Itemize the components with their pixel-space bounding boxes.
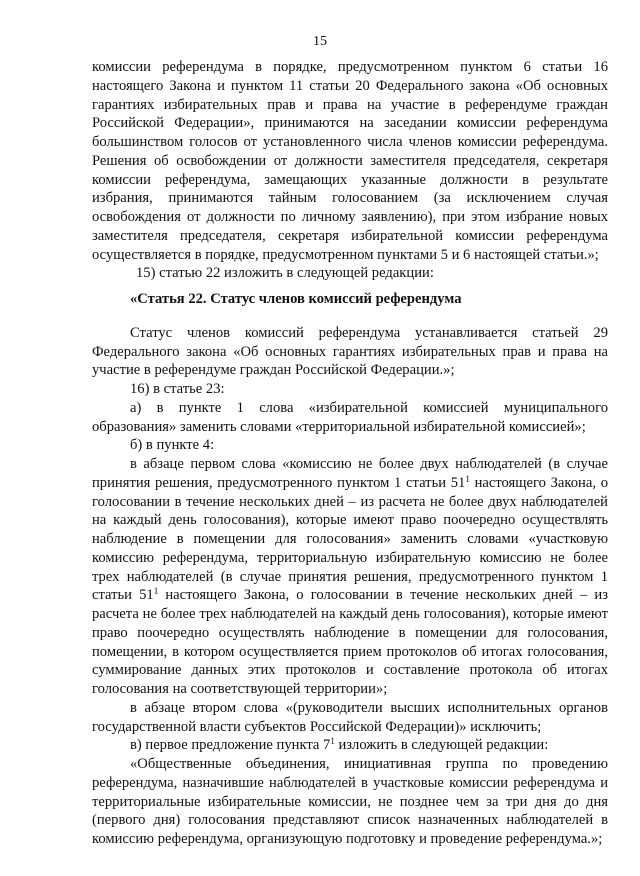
subitem-b-paragraph-1 xyxy=(92,455,608,699)
text-part: настоящего Закона, о голосовании в течение нескольких дней – из расчета не более трех наблюдателей на каждый день голосования), которые имеют право поочередно осуществлять наблюдение в помещении для голосования, помещении, в котором осуществляется прием протоколов об итогах голосования, суммирование данных этих протоколов и составление протокола об итогах голосования на соответствующей территории»; xyxy=(92,587,608,697)
text-part: изложить в следующей редакции: xyxy=(334,737,549,754)
item-16: 16) в статье 23: xyxy=(130,381,225,397)
superscript: 1 xyxy=(330,736,335,747)
superscript: 1 xyxy=(465,473,470,484)
text-part: в) первое предложение пункта 7 xyxy=(130,737,331,754)
subitem-v xyxy=(92,736,608,755)
item-15: 15) статью 22 изложить в следующей редакции: xyxy=(136,265,434,282)
article-22-heading: «Статья 22. Статус членов комиссий референдума xyxy=(130,291,462,307)
subitem-b: б) в пункте 4: xyxy=(130,437,215,454)
text-part: в абзаце первом слова «комиссию не более двух наблюдателей (в случае принятия решения, предусмотренного пунктом 1 статьи 51 xyxy=(92,456,608,491)
page-number: 15 xyxy=(313,34,327,49)
paragraph-continuation: комиссии референдума в порядке, предусмотренном пунктом 6 статьи 16 настоящего Закона и пунктом 11 статьи 20 Федерального закона «Об основных гарантиях избирательных прав и права на участие в референдуме граждан Российской Федерации», принимаются на заседании комиссии референдума большинством голосов от установленного числа членов комиссии референдума. Решения об освобождении от должности заместителя председателя, секретаря комиссии референдума, замещающих указанные должности в результате избрания, принимаются тайным голосованием (за исключением случая освобождения от должности по личному заявлению), при этом избрание новых заместителя председателя, секретаря избирательной комиссии референдума осуществляется в порядке, предусмотренном пунктами 5 и 6 настоящей статьи.»; xyxy=(92,59,608,263)
article-22-text: Статус членов комиссий референдума устанавливается статьей 29 Федерального закона «Об основных гарантиях избирательных прав и права на участие в референдуме граждан Российской Федерации.»; xyxy=(92,324,608,379)
text-part: настоящего Закона, о голосовании в течение нескольких дней – из расчета не более двух наблюдателей на каждый день голосования), которые имеют право поочередно осуществлять наблюдение в помещении для голосования» заменить словами «участковую комиссию референдума, территориальную избирательную комиссию не более трех наблюдателей (в случае принятия решения, предусмотренного пунктом 1 статьи 51 xyxy=(92,474,609,604)
superscript: 1 xyxy=(153,586,159,597)
document-body xyxy=(92,58,608,849)
subitem-b-paragraph-2: в абзаце втором слова «(руководители высших исполнительных органов государственной власти субъектов Российской Федерации)» исключить; xyxy=(92,699,608,735)
subitem-a: а) в пункте 1 слова «избирательной комиссией муниципального образования» заменить словами «территориальной избирательной комиссией»; xyxy=(92,399,608,435)
subitem-v-quote: «Общественные объединения, инициативная группа по проведению референдума, назначившие наблюдателей в участковые комиссии референдума и территориальные избирательные комиссии, не позднее чем за три дня до дня (первого дня) голосования представляют список назначенных наблюдателей в комиссию референдума, организующую подготовку и проведение референдума.»; xyxy=(92,756,608,847)
